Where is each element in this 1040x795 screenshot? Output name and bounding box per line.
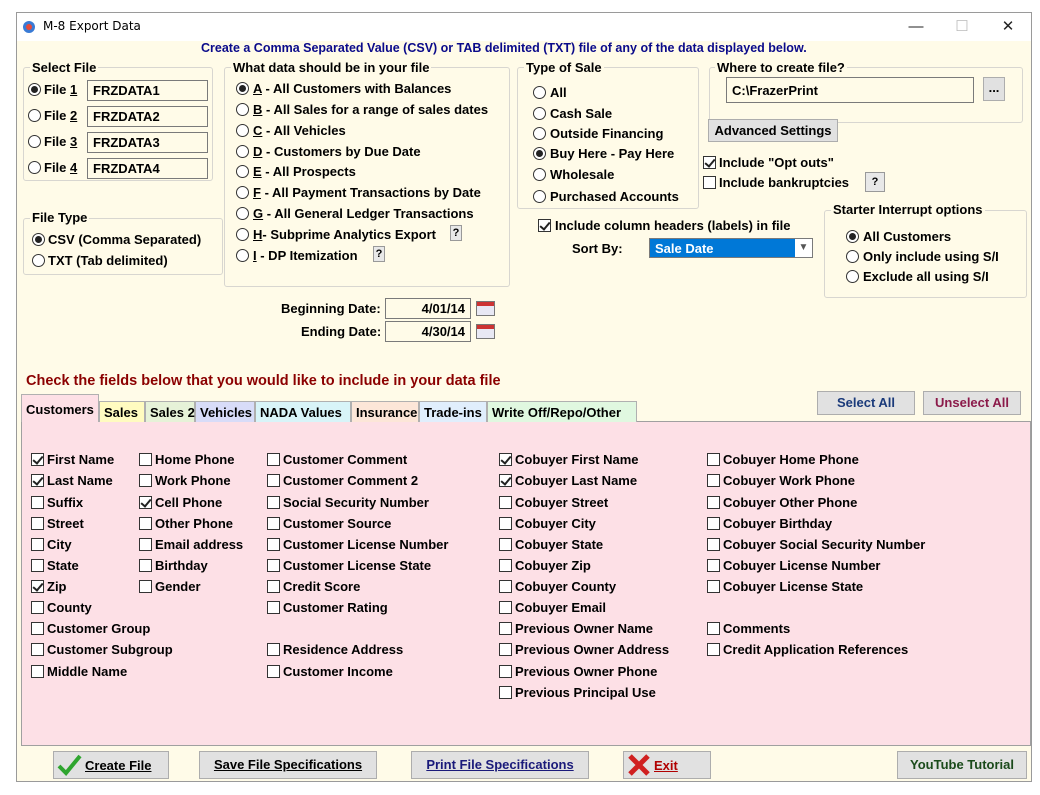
field-label: Cobuyer State — [515, 537, 604, 552]
data-choice-key: G — [253, 206, 264, 221]
field-checkbox[interactable] — [707, 496, 720, 509]
tab-customers[interactable]: Customers — [21, 394, 99, 422]
opt-outs-checkbox[interactable] — [703, 156, 716, 169]
data-choice-radio[interactable] — [236, 145, 249, 158]
field-checkbox[interactable] — [499, 538, 512, 551]
field-checkbox[interactable] — [139, 559, 152, 572]
data-choice-key: B — [253, 102, 263, 117]
data-choice-key: C — [253, 123, 263, 138]
file-number: 3 — [70, 134, 78, 149]
tab-vehicles[interactable]: Vehicles — [195, 401, 255, 422]
starter-radio[interactable] — [846, 230, 859, 243]
sale-type-label: Wholesale — [550, 167, 615, 182]
data-choice-key: I — [253, 248, 257, 263]
field-label: State — [47, 558, 79, 573]
field-label: Suffix — [47, 495, 84, 510]
create-file-label: Create File — [85, 758, 152, 773]
where-title: Where to create file? — [717, 60, 845, 75]
data-choice-title: What data should be in your file — [233, 60, 430, 75]
sale-type-label: Purchased Accounts — [550, 189, 679, 204]
sale-type-radio[interactable] — [533, 107, 546, 120]
beginning-date-input[interactable]: 4/01/14 — [385, 298, 471, 319]
field-checkbox[interactable] — [139, 538, 152, 551]
starter-interrupt-title: Starter Interrupt options — [833, 202, 983, 217]
tab-nada-values[interactable]: NADA Values — [255, 401, 351, 422]
field-label: Cobuyer Zip — [515, 558, 591, 573]
data-choice-radio[interactable] — [236, 165, 249, 178]
file-type-label: CSV (Comma Separated) — [48, 232, 202, 247]
field-checkbox[interactable] — [31, 453, 44, 466]
field-label: Cobuyer Street — [515, 495, 609, 510]
print-specs-button[interactable]: Print File Specifications — [411, 751, 589, 779]
data-choice-key: E — [253, 164, 262, 179]
field-label: Gender — [155, 579, 201, 594]
file-radio[interactable] — [28, 83, 41, 96]
field-label: Credit Application References — [723, 642, 909, 657]
field-label: Residence Address — [283, 642, 404, 657]
field-checkbox[interactable] — [707, 622, 720, 635]
field-label: Other Phone — [155, 516, 234, 531]
field-label: Previous Principal Use — [515, 685, 656, 700]
field-checkbox[interactable] — [31, 559, 44, 572]
create-file-button[interactable] — [53, 751, 169, 779]
sort-by-label: Sort By: — [572, 241, 623, 256]
file-name-input[interactable]: FRZDATA3 — [87, 132, 208, 153]
sale-type-label: Cash Sale — [550, 106, 613, 121]
tab-sales-2[interactable]: Sales 2 — [145, 401, 195, 422]
data-choice-radio[interactable] — [236, 228, 249, 241]
file-radio[interactable] — [28, 109, 41, 122]
app-icon — [22, 20, 36, 34]
sale-type-label: Outside Financing — [550, 126, 664, 141]
data-choice-key: H — [253, 227, 263, 242]
bankruptcies-checkbox[interactable] — [703, 176, 716, 189]
data-choice-text: - DP Itemization — [256, 248, 358, 263]
data-choice-text: - Customers by Due Date — [262, 144, 421, 159]
field-checkbox[interactable] — [499, 580, 512, 593]
field-label: Customer License State — [283, 558, 432, 573]
field-checkbox[interactable] — [707, 453, 720, 466]
field-label: Last Name — [47, 473, 113, 488]
data-choice-radio[interactable] — [236, 103, 249, 116]
data-choice-text: - All General Ledger Transactions — [263, 206, 474, 221]
field-checkbox[interactable] — [139, 517, 152, 530]
field-label: First Name — [47, 452, 115, 467]
field-checkbox[interactable] — [707, 580, 720, 593]
data-choice-label — [253, 81, 451, 96]
select-all-button[interactable]: Select All — [817, 391, 915, 415]
subprime-help-icon[interactable]: ? — [450, 225, 462, 241]
field-label: Birthday — [155, 558, 208, 573]
checkmark-icon — [56, 752, 82, 778]
data-choice-text: - All Customers with Balances — [261, 81, 452, 96]
field-label: Cobuyer Last Name — [515, 473, 638, 488]
field-checkbox[interactable] — [707, 559, 720, 572]
starter-label: Only include using S/I — [863, 249, 999, 264]
export-data-window — [16, 12, 1032, 782]
field-label: Previous Owner Phone — [515, 664, 658, 679]
data-choice-text: - Subprime Analytics Export — [262, 227, 436, 242]
file-key: File — [44, 82, 71, 97]
field-checkbox[interactable] — [499, 559, 512, 572]
type-of-sale-title: Type of Sale — [526, 60, 602, 75]
data-choice-label — [253, 102, 488, 117]
chevron-down-icon[interactable]: ▼ — [795, 239, 812, 257]
path-input[interactable]: C:\FrazerPrint — [726, 77, 974, 103]
field-label: Previous Owner Address — [515, 642, 670, 657]
tab-trade-ins[interactable]: Trade-ins — [419, 401, 487, 422]
file-type-radio[interactable] — [32, 254, 45, 267]
field-label: Cobuyer Email — [515, 600, 607, 615]
starter-label: Exclude all using S/I — [863, 269, 989, 284]
field-checkbox[interactable] — [267, 538, 280, 551]
ending-date-label: Ending Date: — [301, 324, 382, 339]
window-title: M-8 Export Data — [43, 19, 141, 33]
field-label: Work Phone — [155, 473, 231, 488]
calendar-icon[interactable] — [476, 301, 495, 316]
field-label: Zip — [47, 579, 67, 594]
field-checkbox[interactable] — [267, 559, 280, 572]
starter-radio[interactable] — [846, 250, 859, 263]
field-checkbox[interactable] — [31, 474, 44, 487]
field-label: Customer Comment — [283, 452, 408, 467]
file-radio[interactable] — [28, 161, 41, 174]
maximize-button[interactable]: ☐ — [955, 18, 969, 35]
field-label: Cobuyer First Name — [515, 452, 639, 467]
data-choice-radio[interactable] — [236, 82, 249, 95]
ending-date-input[interactable]: 4/30/14 — [385, 321, 471, 342]
field-checkbox[interactable] — [31, 580, 44, 593]
data-choice-key: A — [253, 81, 262, 96]
field-checkbox[interactable] — [267, 496, 280, 509]
sale-type-radio[interactable] — [533, 147, 546, 160]
field-label: Comments — [723, 621, 791, 636]
data-choice-text: - All Vehicles — [262, 123, 346, 138]
file-name-input[interactable]: FRZDATA4 — [87, 158, 208, 179]
field-checkbox[interactable] — [707, 517, 720, 530]
advanced-settings-button[interactable]: Advanced Settings — [708, 119, 838, 142]
field-label: Customer Source — [283, 516, 392, 531]
field-checkbox[interactable] — [31, 622, 44, 635]
field-label: Cobuyer County — [515, 579, 617, 594]
opt-outs-label: Include "Opt outs" — [719, 155, 834, 170]
sale-type-radio[interactable] — [533, 168, 546, 181]
field-label: Cobuyer Social Security Number — [723, 537, 926, 552]
starter-radio[interactable] — [846, 270, 859, 283]
data-choice-label — [253, 248, 358, 263]
data-choice-text: - All Sales for a range of sales dates — [262, 102, 489, 117]
file-label — [44, 108, 77, 123]
data-choice-label — [253, 185, 481, 200]
field-label: Customer Income — [283, 664, 393, 679]
fields-heading: Check the fields below that you would like to include in your data file — [26, 373, 501, 389]
field-checkbox[interactable] — [31, 643, 44, 656]
file-label — [44, 134, 77, 149]
field-checkbox[interactable] — [31, 496, 44, 509]
tab-write-off-repo-other[interactable]: Write Off/Repo/Other — [487, 401, 637, 422]
file-number: 1 — [70, 82, 78, 97]
file-type-radio[interactable] — [32, 233, 45, 246]
file-radio[interactable] — [28, 135, 41, 148]
data-choice-radio[interactable] — [236, 186, 249, 199]
field-label: Previous Owner Name — [515, 621, 653, 636]
file-label — [44, 82, 77, 97]
tab-sales[interactable]: Sales — [99, 401, 145, 422]
data-choice-label — [253, 227, 436, 242]
tab-insurance[interactable]: Insurance — [351, 401, 419, 422]
title-bar — [17, 13, 1031, 41]
sale-type-radio[interactable] — [533, 190, 546, 203]
file-key: File — [44, 108, 71, 123]
beginning-date-label: Beginning Date: — [281, 301, 381, 316]
starter-label: All Customers — [863, 229, 952, 244]
bankruptcies-label: Include bankruptcies — [719, 175, 850, 190]
x-icon — [626, 753, 652, 777]
data-choice-label — [253, 123, 346, 138]
file-name-input[interactable]: FRZDATA1 — [87, 80, 208, 101]
bankruptcies-help-icon[interactable]: ? — [865, 172, 885, 192]
minimize-button[interactable]: — — [908, 18, 924, 35]
field-checkbox[interactable] — [139, 474, 152, 487]
field-label: Cobuyer Other Phone — [723, 495, 858, 510]
field-checkbox[interactable] — [31, 517, 44, 530]
field-checkbox[interactable] — [499, 686, 512, 699]
field-label: Street — [47, 516, 84, 531]
file-key: File — [44, 134, 71, 149]
field-checkbox[interactable] — [267, 665, 280, 678]
field-checkbox[interactable] — [267, 474, 280, 487]
field-label: Cobuyer License State — [723, 579, 864, 594]
field-checkbox[interactable] — [499, 496, 512, 509]
file-key: File — [44, 160, 71, 175]
data-choice-text: - All Prospects — [261, 164, 356, 179]
field-label: Middle Name — [47, 664, 128, 679]
column-headers-label: Include column headers (labels) in file — [555, 218, 791, 233]
sort-by-select[interactable] — [649, 238, 813, 258]
field-checkbox[interactable] — [267, 453, 280, 466]
select-file-title: Select File — [32, 60, 97, 75]
data-choice-text: - All Payment Transactions by Date — [260, 185, 481, 200]
close-button[interactable]: ✕ — [1001, 18, 1015, 35]
field-label: Customer Group — [47, 621, 151, 636]
calendar-icon[interactable] — [476, 324, 495, 339]
sort-by-value: Sale Date — [655, 241, 714, 256]
field-checkbox[interactable] — [139, 496, 152, 509]
file-number: 4 — [70, 160, 78, 175]
browse-button[interactable]: ... — [983, 77, 1005, 101]
instruction-text: Create a Comma Separated Value (CSV) or TAB delimited (TXT) file of any of the data displayed below. — [201, 41, 807, 55]
unselect-all-button[interactable]: Unselect All — [923, 391, 1021, 415]
field-checkbox[interactable] — [499, 517, 512, 530]
field-checkbox[interactable] — [499, 643, 512, 656]
field-label: Customer License Number — [283, 537, 449, 552]
file-label — [44, 160, 77, 175]
file-type-label: TXT (Tab delimited) — [48, 253, 168, 268]
field-checkbox[interactable] — [267, 601, 280, 614]
data-choice-label — [253, 206, 474, 221]
sale-type-label: Buy Here - Pay Here — [550, 146, 675, 161]
exit-button[interactable] — [623, 751, 711, 779]
sale-type-radio[interactable] — [533, 86, 546, 99]
itemization-help-icon[interactable]: ? — [373, 246, 385, 262]
field-checkbox[interactable] — [499, 665, 512, 678]
field-checkbox[interactable] — [267, 580, 280, 593]
field-label: Credit Score — [283, 579, 361, 594]
data-choice-radio[interactable] — [236, 124, 249, 137]
field-checkbox[interactable] — [707, 538, 720, 551]
save-specs-button[interactable]: Save File Specifications — [199, 751, 377, 779]
field-checkbox[interactable] — [707, 474, 720, 487]
field-checkbox[interactable] — [707, 643, 720, 656]
field-label: Cobuyer Work Phone — [723, 473, 855, 488]
field-checkbox[interactable] — [267, 643, 280, 656]
data-choice-radio[interactable] — [236, 207, 249, 220]
field-checkbox[interactable] — [499, 453, 512, 466]
field-label: Cobuyer Home Phone — [723, 452, 859, 467]
field-checkbox[interactable] — [139, 453, 152, 466]
field-label: Cobuyer License Number — [723, 558, 881, 573]
field-checkbox[interactable] — [499, 601, 512, 614]
field-label: Customer Comment 2 — [283, 473, 419, 488]
exit-label: Exit — [654, 758, 678, 773]
sale-type-radio[interactable] — [533, 127, 546, 140]
data-choice-label — [253, 164, 356, 179]
field-label: County — [47, 600, 92, 615]
field-label: Customer Rating — [283, 600, 388, 615]
data-choice-key: D — [253, 144, 263, 159]
field-checkbox[interactable] — [139, 580, 152, 593]
youtube-tutorial-button[interactable]: YouTube Tutorial — [897, 751, 1027, 779]
column-headers-checkbox[interactable] — [538, 219, 551, 232]
sale-type-label: All — [550, 85, 567, 100]
field-label: Cobuyer Birthday — [723, 516, 833, 531]
field-checkbox[interactable] — [499, 622, 512, 635]
field-checkbox[interactable] — [31, 601, 44, 614]
field-checkbox[interactable] — [31, 538, 44, 551]
field-label: Customer Subgroup — [47, 642, 173, 657]
field-label: City — [47, 537, 72, 552]
field-checkbox[interactable] — [267, 517, 280, 530]
data-choice-radio[interactable] — [236, 249, 249, 262]
field-checkbox[interactable] — [31, 665, 44, 678]
field-label: Home Phone — [155, 452, 235, 467]
data-choice-label — [253, 144, 421, 159]
field-label: Cobuyer City — [515, 516, 596, 531]
field-label: Social Security Number — [283, 495, 429, 510]
data-choice-key: F — [253, 185, 261, 200]
field-checkbox[interactable] — [499, 474, 512, 487]
field-label: Email address — [155, 537, 244, 552]
file-name-input[interactable]: FRZDATA2 — [87, 106, 208, 127]
file-type-title: File Type — [32, 210, 88, 225]
field-label: Cell Phone — [155, 495, 223, 510]
file-number: 2 — [70, 108, 78, 123]
